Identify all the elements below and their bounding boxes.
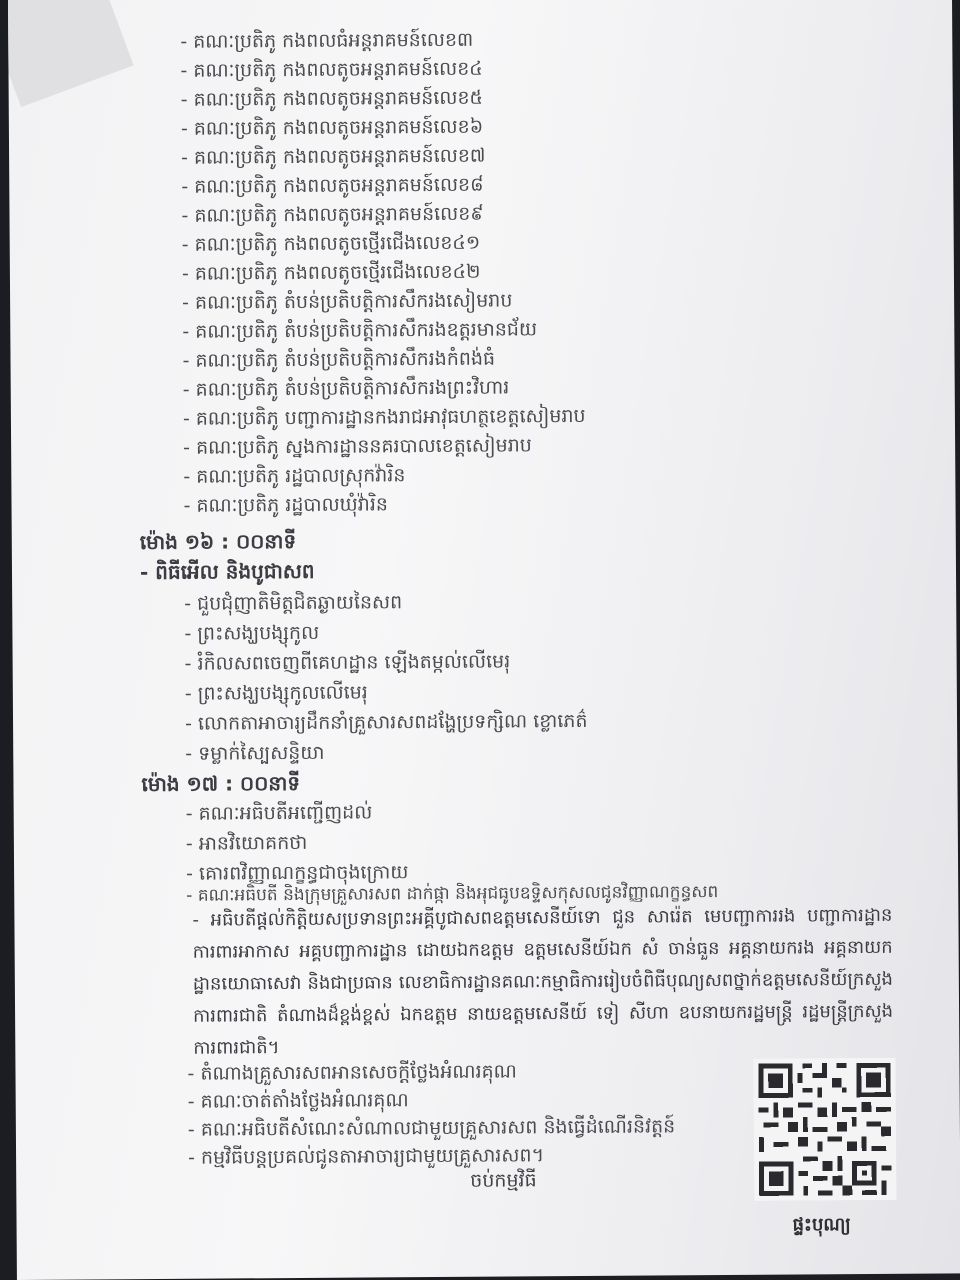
list-item: - អានវិយោគកថា [185,831,308,855]
list-item: - គណៈប្រតិភូ បញ្ជាការដ្ឋានកងរាជអាវុធហត្ថខេត្តសៀមរាប [182,404,586,430]
program-end: ចប់កម្មវិធី [470,1169,537,1192]
list-item: - គណៈប្រតិភូ តំបន់ប្រតិបត្តិការសឹករងឧត្តរមានជ័យ [182,318,538,343]
list-item: - រំកិលសពចេញពីគេហដ្ឋាន ឡើងតម្កល់លើមេរុ [184,650,511,675]
list-item: - គណៈប្រតិភូ កងពលធំអន្តរាគមន៍លេខ៣ [180,28,474,53]
list-item: - លោកតាអាចារ្យដឹកនាំគ្រួសារសពដង្ហែប្រទក្សិណ ខ្លោភេត៌ [184,709,588,735]
section-title-cremation: - ពិធីអើល និងបូជាសព [139,558,315,585]
list-item: - គណៈប្រតិភូ កងពលតូចអន្តរាគមន៍លេខ៤ [180,57,483,82]
list-item: - កម្មវិធីបន្តប្រគល់ជូនតាអាចារ្យជាមួយគ្រួសារសព។ [188,1144,545,1169]
list-item: - គណៈអធិបតីសំណេះសំណាលជាមួយគ្រួសារសព និងធ្វើដំណើរនិវត្តន៍ [187,1115,676,1141]
list-item: - គណៈប្រតិភូ តំបន់ប្រតិបត្តិការសឹករងព្រះវិហារ [182,376,510,401]
list-item: - ព្រះសង្ឃបង្សុកូល [184,621,320,645]
list-item: - គណៈអធិបតី និងក្រុមគ្រួសារសព ដាក់ផ្កា និងអុជធូបឧទ្ទិសកុសលជូនវិញ្ញាណក្ខន្ធសព [186,882,719,906]
folded-corner [8,0,134,107]
list-item: - គណៈប្រតិភូ កងពលតូចអន្តរាគមន៍លេខ៦ [180,115,484,140]
list-item: - គណៈប្រតិភូ កងពលតូចថ្មើរជើងលេខ៤១ [181,231,481,256]
list-item: - តំណាងគ្រួសារសពអានសេចក្ដីថ្លែងអំណរគុណ [187,1060,517,1085]
qr-code-icon [753,1058,896,1201]
list-item: - គណៈប្រតិភូ តំបន់ប្រតិបត្តិការសឹករងសៀមរាប [182,289,513,314]
ceremony-paragraph: - អធិបតីផ្ដល់កិត្តិយសប្រទានព្រះអគ្គីបូជាសពឧត្តមសេនីយ៍ទោ ជួន សារ៉េត មេបញ្ជាការរង បញ្ជាការដ្ឋានការពារអាកាស អគ្គបញ្ជាការដ្ឋាន ដោយឯកឧត្តម ឧត្តមសេនីយ៍ឯក សំ ចាន់ធួន អគ្គនាយករង អគ្គនាយកដ្ឋានយោធាសេវា និងជាប្រធាន លេខាធិការដ្ឋានគណៈកម្មាធិការរៀបចំពិធីបុណ្យសពថ្នាក់ឧត្តមសេនីយ៍ក្រសួងការពារជាតិ តំណាងដ៏ខ្ពង់ខ្ពស់ ឯកឧត្តម នាយឧត្តមសេនីយ៍ ទៀ សីហា ឧបនាយករដ្ឋមន្ត្រី រដ្ឋមន្ត្រីក្រសួងការពារជាតិ។ [192,904,894,1059]
list-item: - គោរពវិញ្ញាណក្ខន្ធជាចុងក្រោយ [186,861,409,885]
list-item: - គណៈប្រតិភូ កងពលតូចអន្តរាគមន៍លេខ៥ [180,86,483,111]
list-item: - គណៈប្រតិភូ កងពលតូចអន្តរាគមន៍លេខ៧ [181,144,486,169]
list-item: - គណៈប្រតិភូ រដ្ឋបាលឃុំវ៉ារិន [183,493,388,517]
list-item: - ព្រះសង្ឃបង្សុកូលលើមេរុ [184,681,368,705]
list-item: - ជួបជុំញាតិមិត្តជិតឆ្ងាយនៃសព [184,591,403,615]
section-time-1600: ម៉ោង ១៦ : ០០នាទី [139,529,297,555]
list-item: - ទម្លាក់ស្បៃសន្ទិយា [185,741,325,765]
list-item: - គណៈប្រតិភូ កងពលតូចអន្តរាគមន៍លេខ៩ [181,202,484,227]
list-item: - គណៈចាត់តាំងថ្លែងអំណរគុណ [187,1089,409,1113]
list-item: - គណៈប្រតិភូ ស្នងការដ្ឋាននគរបាលខេត្តសៀមរាប [183,434,532,459]
qr-caption: ផ្ទះបុណ្យ [792,1214,851,1236]
program-sheet [8,0,960,1280]
list-item: - គណៈប្រតិភូ កងពលតូចថ្មើរជើងលេខ៤២ [181,260,481,285]
list-item: - គណៈប្រតិភូ តំបន់ប្រតិបត្តិការសឹករងកំពង់ធំ [182,347,496,372]
list-item: - គណៈប្រតិភូ រដ្ឋបាលស្រុកវ៉ារិន [183,464,406,488]
section-time-1700: ម៉ោង ១៧ : ០០នាទី [141,770,301,797]
list-item: - គណៈអធិបតីអញ្ជើញដល់ [185,801,373,825]
list-item: - គណៈប្រតិភូ កងពលតូចអន្តរាគមន៍លេខ៨ [181,173,484,198]
